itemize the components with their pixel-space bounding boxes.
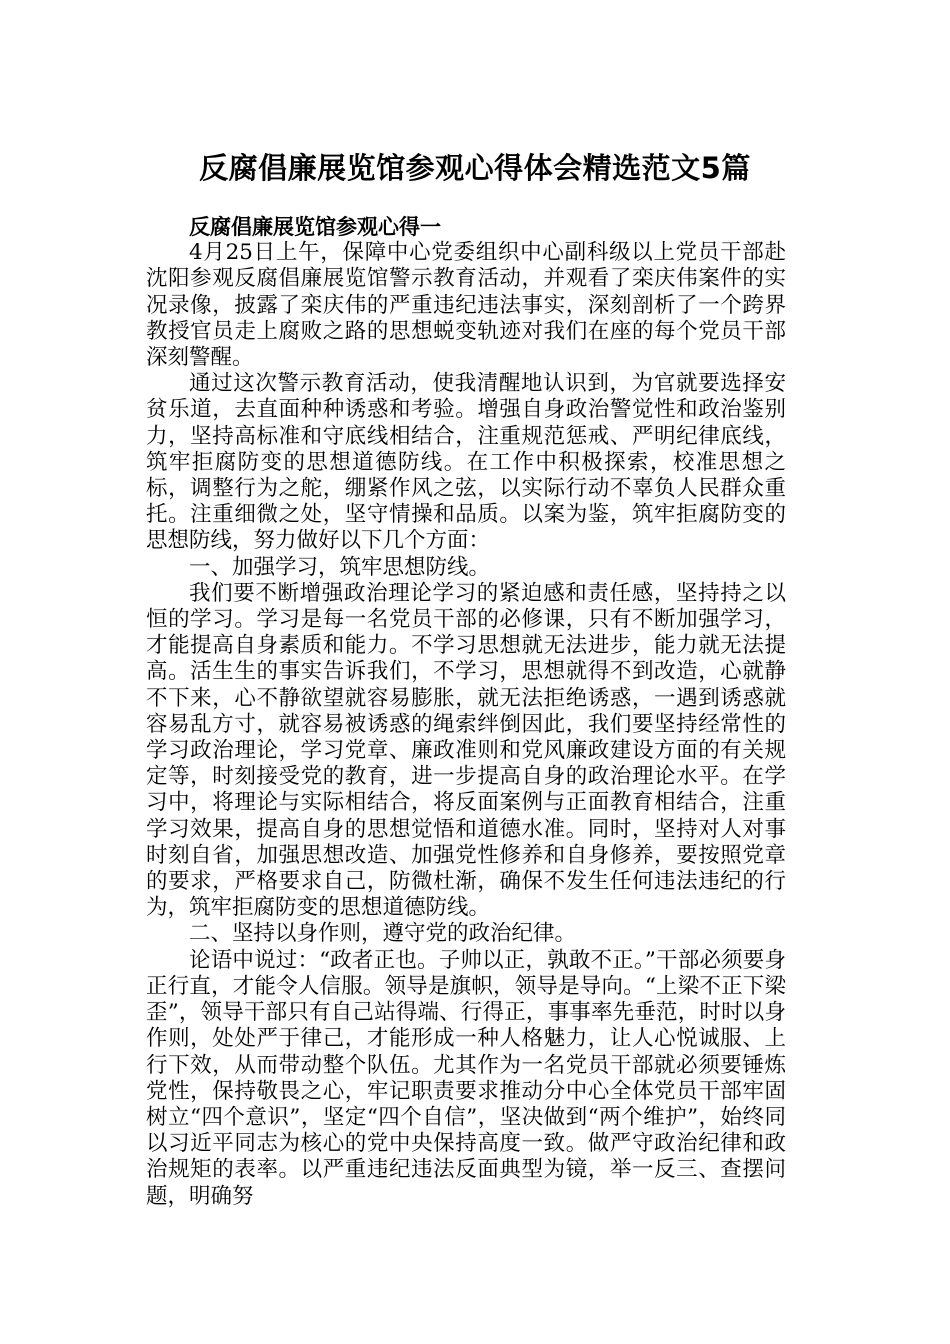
- subheading-study: 一、加强学习，筑牢思想防线。: [189, 554, 491, 580]
- document-body: [146, 214, 786, 1210]
- document-title: 反腐倡廉展览馆参观心得体会精选范文5篇: [199, 151, 751, 185]
- section-heading: 反腐倡廉展览馆参观心得一: [189, 215, 441, 239]
- paragraph-study: 我们要不断增强政治理论学习的紧迫感和责任感，坚持持之以恒的学习。学习是每一名党员干部的必修课，只有不断加强学习，才能提高自身素质和能力。不学习思想就无法进步，能力就无法提高。活生生的事实告诉我们，不学习，思想就得不到改造，心就静不下来，心不静欲望就容易膨胀，就无法拒绝诱惑，一遇到诱惑就容易乱方寸，就容易被诱惑的绳索绊倒因此，我们要坚持经常性的学习政治理论，学习党章、廉政准则和党风廉政建设方面的有关规定等，时刻接受党的教育，进一步提高自身的政治理论水平。在学习中，将理论与实际相结合，将反面案例与正面教育相结合，注重学习效果，提高自身的思想觉悟和道德水准。同时，坚持对人对事时刻自省，加强思想改造、加强党性修养和自身修养，要按照党章的要求，严格要求自己，防微杜渐，确保不发生任何违法违纪的行为，筑牢拒腐防变的思想道德防线。: [146, 580, 786, 921]
- paragraph-discipline: 论语中说过：“政者正也。子帅以正，孰敢不正。”干部必须要身正行直，才能令人信服。领导是旗帜，领导是导向。“上梁不正下梁歪”，领导干部只有自己站得端、行得正，事事率先垂范，时时以身作则，处处严于律己，才能形成一种人格魅力，让人心悦诚服、上行下效，从而带动整个队伍。尤其作为一名党员干部就必须要锤炼党性，保持敬畏之心，牢记职责要求推动分中心全体党员干部牢固树立“四个意识”，坚定“四个自信”，坚决做到“两个维护”，始终同以习近平同志为核心的党中央保持高度一致。做严守政治纪律和政治规矩的表率。以严重违纪违法反面典型为镜，举一反三、查摆问题，明确努: [146, 947, 786, 1209]
- paragraph-reflection: 通过这次警示教育活动，使我清醒地认识到，为官就要选择安贫乐道，去直面种种诱惑和考验。增强自身政治警觉性和政治鉴别力，坚持高标准和守底线相结合，注重规范惩戒、严明纪律底线，筑牢拒腐防变的思想道德防线。在工作中积极探索，校准思想之标，调整行为之舵，绷紧作风之弦，以实际行动不辜负人民群众重托。注重细微之处，坚守情操和品质。以案为鉴，筑牢拒腐防变的思想防线，努力做好以下几个方面：: [146, 371, 786, 554]
- subheading-discipline: 二、坚持以身作则，遵守党的政治纪律。: [189, 921, 577, 947]
- paragraph-intro: 4月25日上午，保障中心党委组织中心副科级以上党员干部赴沈阳参观反腐倡廉展览馆警示教育活动，并观看了栾庆伟案件的实况录像，披露了栾庆伟的严重违纪违法事实，深刻剖析了一个跨界教授官员走上腐败之路的思想蜕变轨迹对我们在座的每个党员干部深刻警醒。: [146, 240, 786, 371]
